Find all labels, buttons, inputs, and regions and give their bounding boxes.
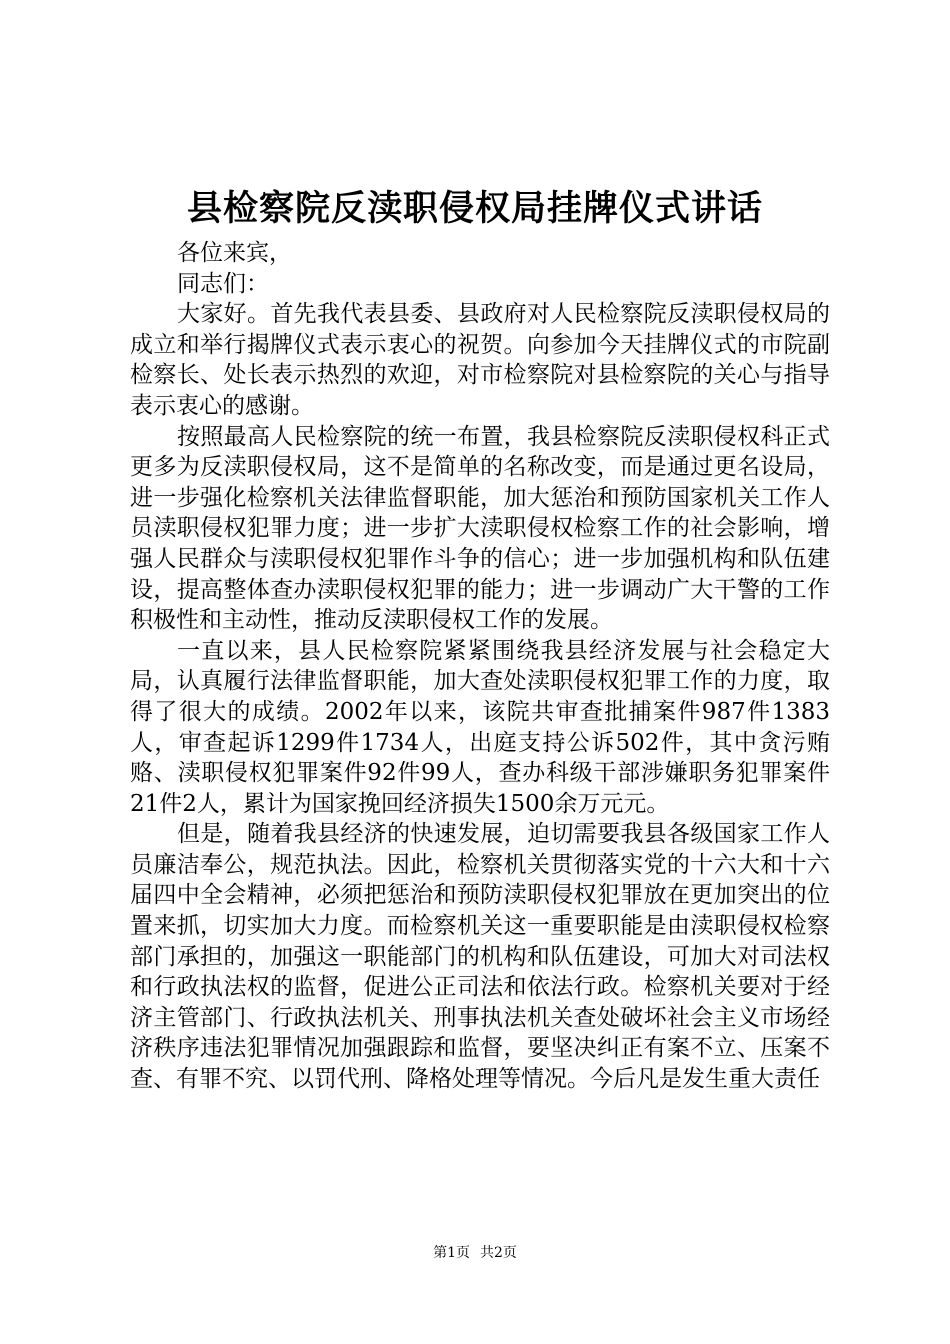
page-number: 第1页 xyxy=(433,1245,470,1261)
page-footer xyxy=(0,1243,950,1263)
paragraph-achievements: 一直以来，县人民检察院紧紧围绕我县经济发展与社会稳定大局，认真履行法律监督职能，加大查处渎职侵权犯罪工作的力度，取得了很大的成绩。2002年以来，该院共审查批捕案件987件1383人，审查起诉1299件1734人，出庭支持公诉502件，其中贪污贿赂、渎职侵权犯罪案件92件99人，查办科级干部涉嫌职务犯罪案件21件2人，累计为国家挽回经济损失1500余万元元。 xyxy=(130,637,830,817)
document-body xyxy=(130,238,830,1095)
salutation-comrades: 同志们： xyxy=(177,270,269,297)
paragraph-requirements: 但是，随着我县经济的快速发展，迫切需要我县各级国家工作人员廉洁奉公，规范执法。因此，检察机关贯彻落实党的十六大和十六届四中全会精神，必须把惩治和预防渎职侵权犯罪放在更加突出的位置来抓，切实加大力度。而检察机关这一重要职能是由渎职侵权检察部门承担的，加强这一职能部门的机构和队伍建设，可加大对司法权和行政执法权的监督，促进公正司法和依法行政。检察机关要对于经济主管部门、行政执法机关、刑事执法机关查处破坏社会主义市场经济秩序违法犯罪情况加强跟踪和监督，要坚决纠正有案不立、压案不查、有罪不究、以罚代刑、降格处理等情况。今后凡是发生重大责任 xyxy=(130,821,830,1093)
salutation-guests: 各位来宾， xyxy=(177,240,292,266)
document-title: 县检察院反渎职侵权局挂牌仪式讲话 xyxy=(186,188,763,229)
page-total: 共2页 xyxy=(480,1245,517,1261)
paragraph-renaming: 按照最高人民检察院的统一布置，我县检察院反渎职侵权科正式更多为反渎职侵权局，这不是简单的名称改变，而是通过更名设局，进一步强化检察机关法律监督职能，加大惩治和预防国家机关工作人员渎职侵权犯罪力度；进一步扩大渎职侵权检察工作的社会影响，增强人民群众与渎职侵权犯罪作斗争的信心；进一步加强机构和队伍建设，提高整体查办渎职侵权犯罪的能力；进一步调动广大干警的工作积极性和主动性，推动反渎职侵权工作的发展。 xyxy=(130,423,830,634)
paragraph-greeting: 大家好。首先我代表县委、县政府对人民检察院反渎职侵权局的成立和举行揭牌仪式表示衷心的祝贺。向参加今天挂牌仪式的市院副检察长、处长表示热烈的欢迎，对市检察院对县检察院的关心与指导表示衷心的感谢。 xyxy=(130,301,830,419)
